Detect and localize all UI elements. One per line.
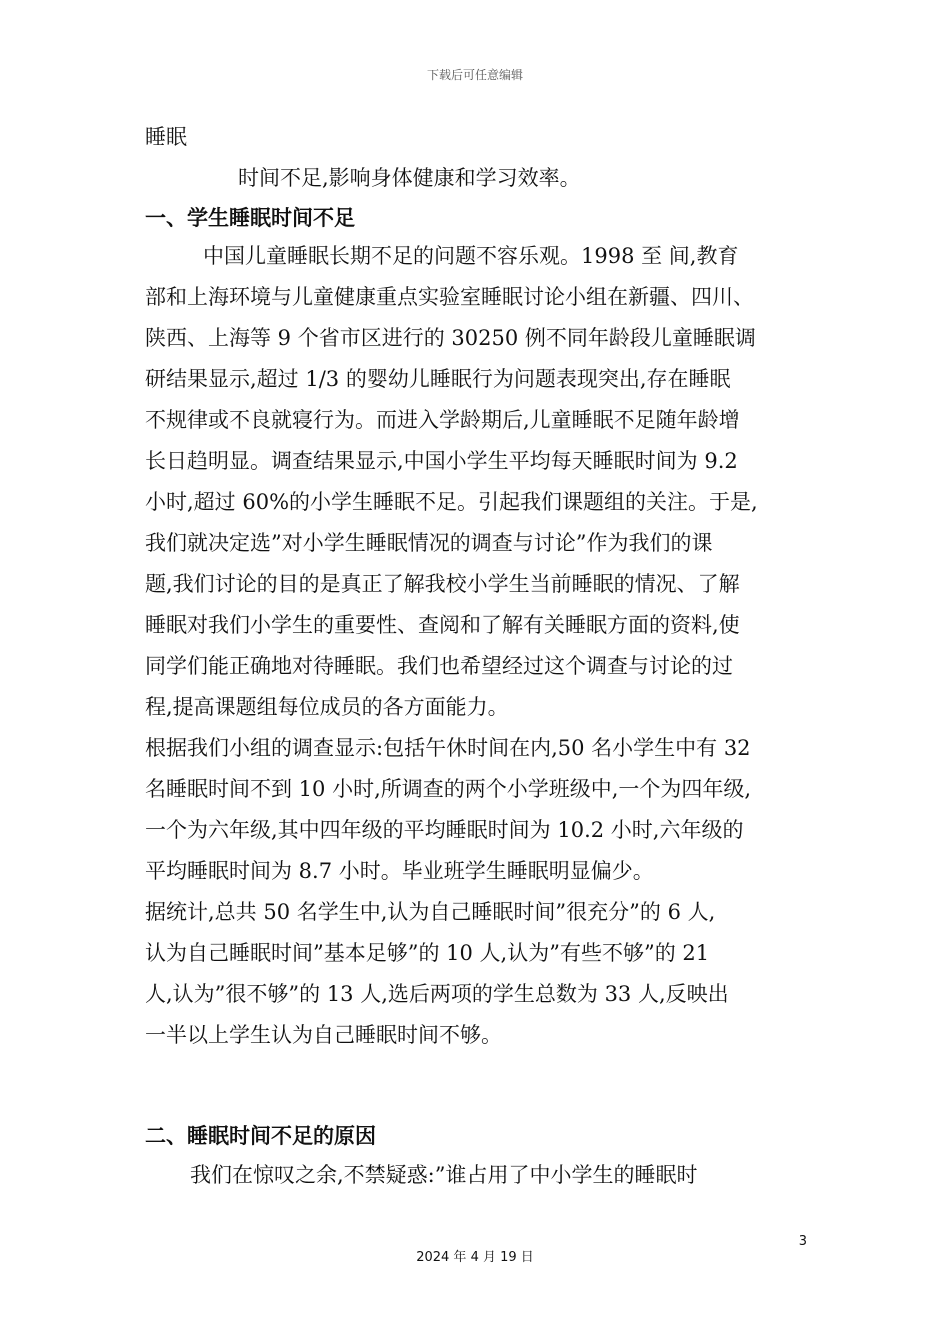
page-footer-date: 2024 年 4 月 19 日 [416,1250,534,1265]
text-line: 不规律或不良就寝行为。而进入学龄期后,儿童睡眠不足随年龄增 [145,408,740,432]
text-line: 时间不足,影响身体健康和学习效率。 [238,166,581,190]
text-line: 程,提高课题组每位成员的各方面能力。 [145,695,509,719]
text-line: 题,我们讨论的目的是真正了解我校小学生当前睡眠的情况、了解 [145,572,740,596]
text-line: 睡眠 [145,125,187,149]
section-heading: 一、学生睡眠时间不足 [145,206,355,230]
text-line: 据统计,总共 50 名学生中,认为自己睡眠时间”很充分”的 6 人, [145,900,716,924]
text-line: 部和上海环境与儿童健康重点实验室睡眠讨论小组在新疆、四川、 [145,285,754,309]
page-header: 下载后可任意编辑 [426,68,523,82]
text-line: 陕西、上海等 9 个省市区进行的 30250 例不同年龄段儿童睡眠调 [145,326,756,350]
section-heading: 二、睡眠时间不足的原因 [145,1124,376,1148]
text-line: 平均睡眠时间为 8.7 小时。毕业班学生睡眠明显偏少。 [145,859,654,883]
text-line: 我们在惊叹之余,不禁疑惑:”谁占用了中小学生的睡眠时 [190,1163,698,1187]
text-line: 一个为六年级,其中四年级的平均睡眠时间为 10.2 小时,六年级的 [145,818,744,842]
text-line: 研结果显示,超过 1/3 的婴幼儿睡眠行为问题表现突出,存在睡眠 [145,367,731,391]
text-line: 根据我们小组的调查显示:包括午休时间在内,50 名小学生中有 32 [145,736,751,760]
text-line: 小时,超过 60%的小学生睡眠不足。引起我们课题组的关注。于是, [145,490,758,514]
text-line: 中国儿童睡眠长期不足的问题不容乐观。1998 至 间,教育 [203,244,739,268]
text-line: 人,认为”很不够”的 13 人,选后两项的学生总数为 33 人,反映出 [145,982,729,1006]
text-line: 睡眠对我们小学生的重要性、查阅和了解有关睡眠方面的资料,使 [145,613,740,637]
text-line: 名睡眠时间不到 10 小时,所调查的两个小学班级中,一个为四年级, [145,777,752,801]
page-number: 3 [798,1234,807,1249]
text-line: 同学们能正确地对待睡眠。我们也希望经过这个调查与讨论的过 [145,654,733,678]
text-line: 长日趋明显。调查结果显示,中国小学生平均每天睡眠时间为 9.2 [145,449,738,473]
text-line: 我们就决定选”对小学生睡眠情况的调查与讨论”作为我们的课 [145,531,713,555]
text-line: 认为自己睡眠时间”基本足够”的 10 人,认为”有些不够”的 21 [145,941,710,965]
text-line: 一半以上学生认为自己睡眠时间不够。 [145,1023,502,1047]
